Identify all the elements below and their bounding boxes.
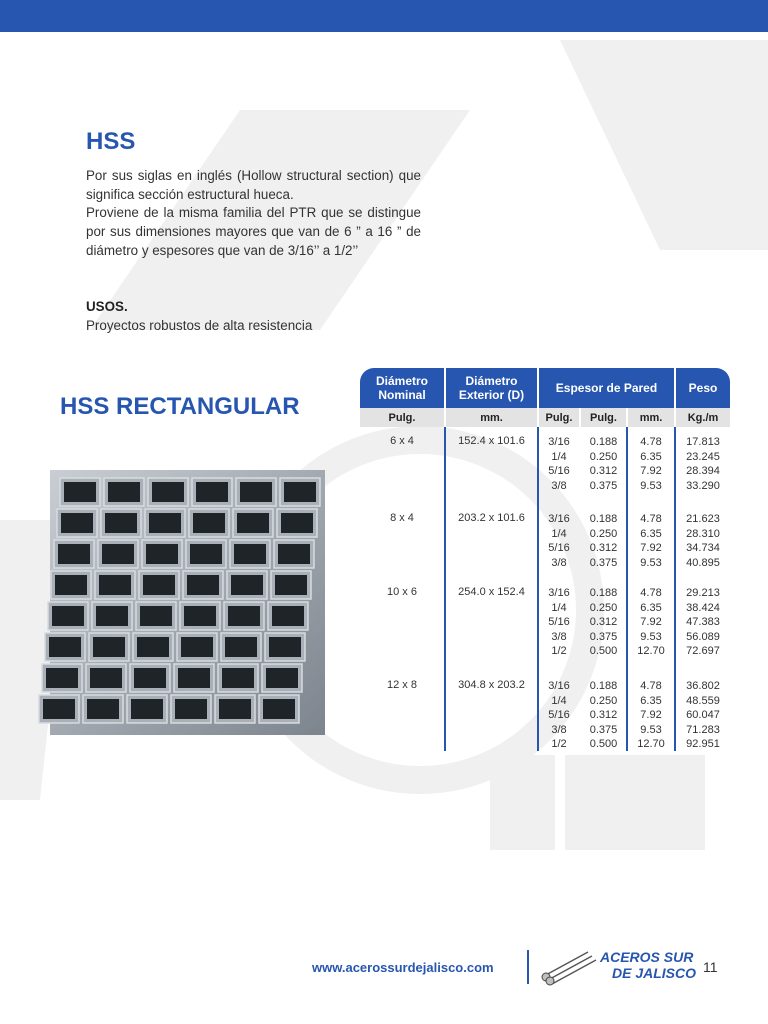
table-cell: 0.312	[589, 542, 618, 554]
table-cell: 72.697	[686, 645, 720, 657]
table-cell: 7.92	[640, 709, 662, 721]
table-cell: 60.047	[686, 709, 720, 721]
table-cell: 3/16	[548, 587, 570, 599]
table-cell: 0.250	[589, 694, 618, 707]
table-cell: 0.250	[589, 450, 618, 463]
table-cell: 40.895	[686, 556, 720, 569]
table-cell: 0.500	[589, 645, 618, 657]
group-mm-list	[628, 679, 674, 752]
table-cell: 3/8	[551, 479, 567, 492]
page-number: 11	[703, 959, 718, 975]
header-diametro-exterior: Diámetro Exterior (D)	[446, 368, 537, 408]
table-cell: 12.70	[637, 738, 665, 750]
table-cell: 36.802	[686, 680, 720, 692]
table-cell: 17.813	[686, 436, 720, 448]
section-title: HSS	[86, 128, 136, 155]
table-cell: 5/16	[548, 709, 570, 721]
table-cell: 1/4	[551, 601, 567, 614]
svg-text:DE JALISCO: DE JALISCO	[612, 965, 697, 981]
table-cell: 7.92	[640, 616, 662, 628]
table-cell: 12.70	[637, 645, 665, 657]
group-peso-list	[676, 512, 730, 570]
table-cell: 34.734	[686, 542, 720, 554]
subheader-espesor-dec-unit: Pulg.	[581, 408, 626, 427]
table-cell: 0.375	[589, 479, 618, 492]
group-nominal: 6 x 4	[390, 435, 414, 447]
group-mm-list	[628, 435, 674, 493]
table-cell: 0.250	[589, 601, 618, 614]
table-cell: 23.245	[686, 450, 720, 463]
table-cell: 0.312	[589, 709, 618, 721]
table-cell: 6.35	[640, 694, 662, 707]
table-cell: 3/16	[548, 436, 570, 448]
intro-line: Por sus siglas en inglés (Hollow structural section) que significa sección estructural hueca.	[86, 168, 421, 202]
group-dec-list	[581, 679, 626, 752]
table-cell: 7.92	[640, 465, 662, 477]
subheader-espesor-frac-unit: Pulg.	[539, 408, 579, 427]
group-peso-list	[676, 679, 730, 752]
table-cell: 0.188	[589, 680, 618, 692]
table-cell: 3/8	[551, 630, 567, 643]
table-cell: 0.375	[589, 630, 618, 643]
subheader-exterior-unit: mm.	[446, 408, 537, 427]
table-cell: 0.188	[589, 587, 618, 599]
table-cell: 9.53	[640, 630, 662, 643]
group-mm-list	[628, 586, 674, 659]
table-cell: 47.383	[686, 616, 720, 628]
steel-tubes-photo	[50, 470, 325, 735]
table-cell: 3/16	[548, 513, 570, 525]
table-cell: 6.35	[640, 527, 662, 540]
table-cell: 0.375	[589, 723, 618, 736]
usos-text: Proyectos robustos de alta resistencia	[86, 318, 313, 333]
group-exterior: 304.8 x 203.2	[458, 679, 525, 691]
group-frac-list	[539, 679, 579, 752]
table-cell: 4.78	[640, 587, 662, 599]
header-espesor: Espesor de Pared	[539, 368, 674, 408]
table-cell: 71.283	[686, 723, 720, 736]
table-cell: 0.375	[589, 556, 618, 569]
table-cell: 0.312	[589, 616, 618, 628]
table-cell: 6.35	[640, 601, 662, 614]
table-cell: 3/16	[548, 680, 570, 692]
subheader-nominal-unit: Pulg.	[360, 408, 444, 427]
group-exterior: 203.2 x 101.6	[458, 512, 525, 524]
subheader-espesor-mm-unit: mm.	[628, 408, 674, 427]
table-cell: 28.310	[686, 527, 720, 540]
group-exterior: 152.4 x 101.6	[458, 435, 525, 447]
table-cell: 1/4	[551, 527, 567, 540]
table-cell: 1/4	[551, 694, 567, 707]
usos-heading: USOS.	[86, 299, 128, 314]
table-cell: 9.53	[640, 556, 662, 569]
group-frac-list	[539, 512, 579, 570]
header-peso: Peso	[676, 368, 730, 408]
header-diametro-nominal: Diámetro Nominal	[360, 368, 444, 408]
table-cell: 4.78	[640, 513, 662, 525]
table-cell: 0.188	[589, 513, 618, 525]
table-cell: 0.250	[589, 527, 618, 540]
group-exterior: 254.0 x 152.4	[458, 586, 525, 598]
group-mm-list	[628, 512, 674, 570]
table-cell: 3/8	[551, 556, 567, 569]
table-cell: 0.500	[589, 738, 618, 750]
svg-text:ACEROS SUR: ACEROS SUR	[600, 949, 694, 965]
table-cell: 29.213	[686, 587, 720, 599]
table-cell: 9.53	[640, 479, 662, 492]
table-cell: 0.312	[589, 465, 618, 477]
group-dec-list	[581, 512, 626, 570]
group-frac-list	[539, 586, 579, 659]
table-cell: 38.424	[686, 601, 720, 614]
table-cell: 92.951	[686, 738, 720, 750]
aceros-sur-logo	[540, 940, 697, 986]
table-cell: 56.089	[686, 630, 720, 643]
table-cell: 28.394	[686, 465, 720, 477]
table-cell: 21.623	[686, 513, 720, 525]
group-nominal: 8 x 4	[390, 512, 414, 524]
table-cell: 9.53	[640, 723, 662, 736]
website-link[interactable]: www.acerossurdejalisco.com	[312, 960, 494, 975]
subsection-title: HSS RECTANGULAR	[60, 393, 300, 420]
table-cell: 1/2	[551, 645, 567, 657]
group-nominal: 10 x 6	[387, 586, 417, 598]
table-cell: 5/16	[548, 616, 570, 628]
table-cell: 4.78	[640, 436, 662, 448]
table-cell: 1/4	[551, 450, 567, 463]
table-cell: 0.188	[589, 436, 618, 448]
table-cell: 4.78	[640, 680, 662, 692]
table-cell: 48.559	[686, 694, 720, 707]
table-cell: 1/2	[551, 738, 567, 750]
table-cell: 6.35	[640, 450, 662, 463]
group-peso-list	[676, 586, 730, 659]
table-cell: 3/8	[551, 723, 567, 736]
group-dec-list	[581, 586, 626, 659]
group-nominal: 12 x 8	[387, 679, 417, 691]
footer-divider	[527, 950, 529, 984]
table-cell: 33.290	[686, 479, 720, 492]
group-peso-list	[676, 435, 730, 493]
subheader-peso-unit: Kg./m	[676, 408, 730, 427]
group-dec-list	[581, 435, 626, 493]
table-cell: 5/16	[548, 465, 570, 477]
group-frac-list	[539, 435, 579, 493]
table-cell: 5/16	[548, 542, 570, 554]
intro-text	[86, 167, 421, 261]
table-cell: 7.92	[640, 542, 662, 554]
intro-line: Proviene de la misma familia del PTR que se distingue por sus dimensiones mayores que van de 6 ” a 16 ” de diámetro y espesores que van de 3/16’’ a 1/2’’	[86, 205, 421, 258]
